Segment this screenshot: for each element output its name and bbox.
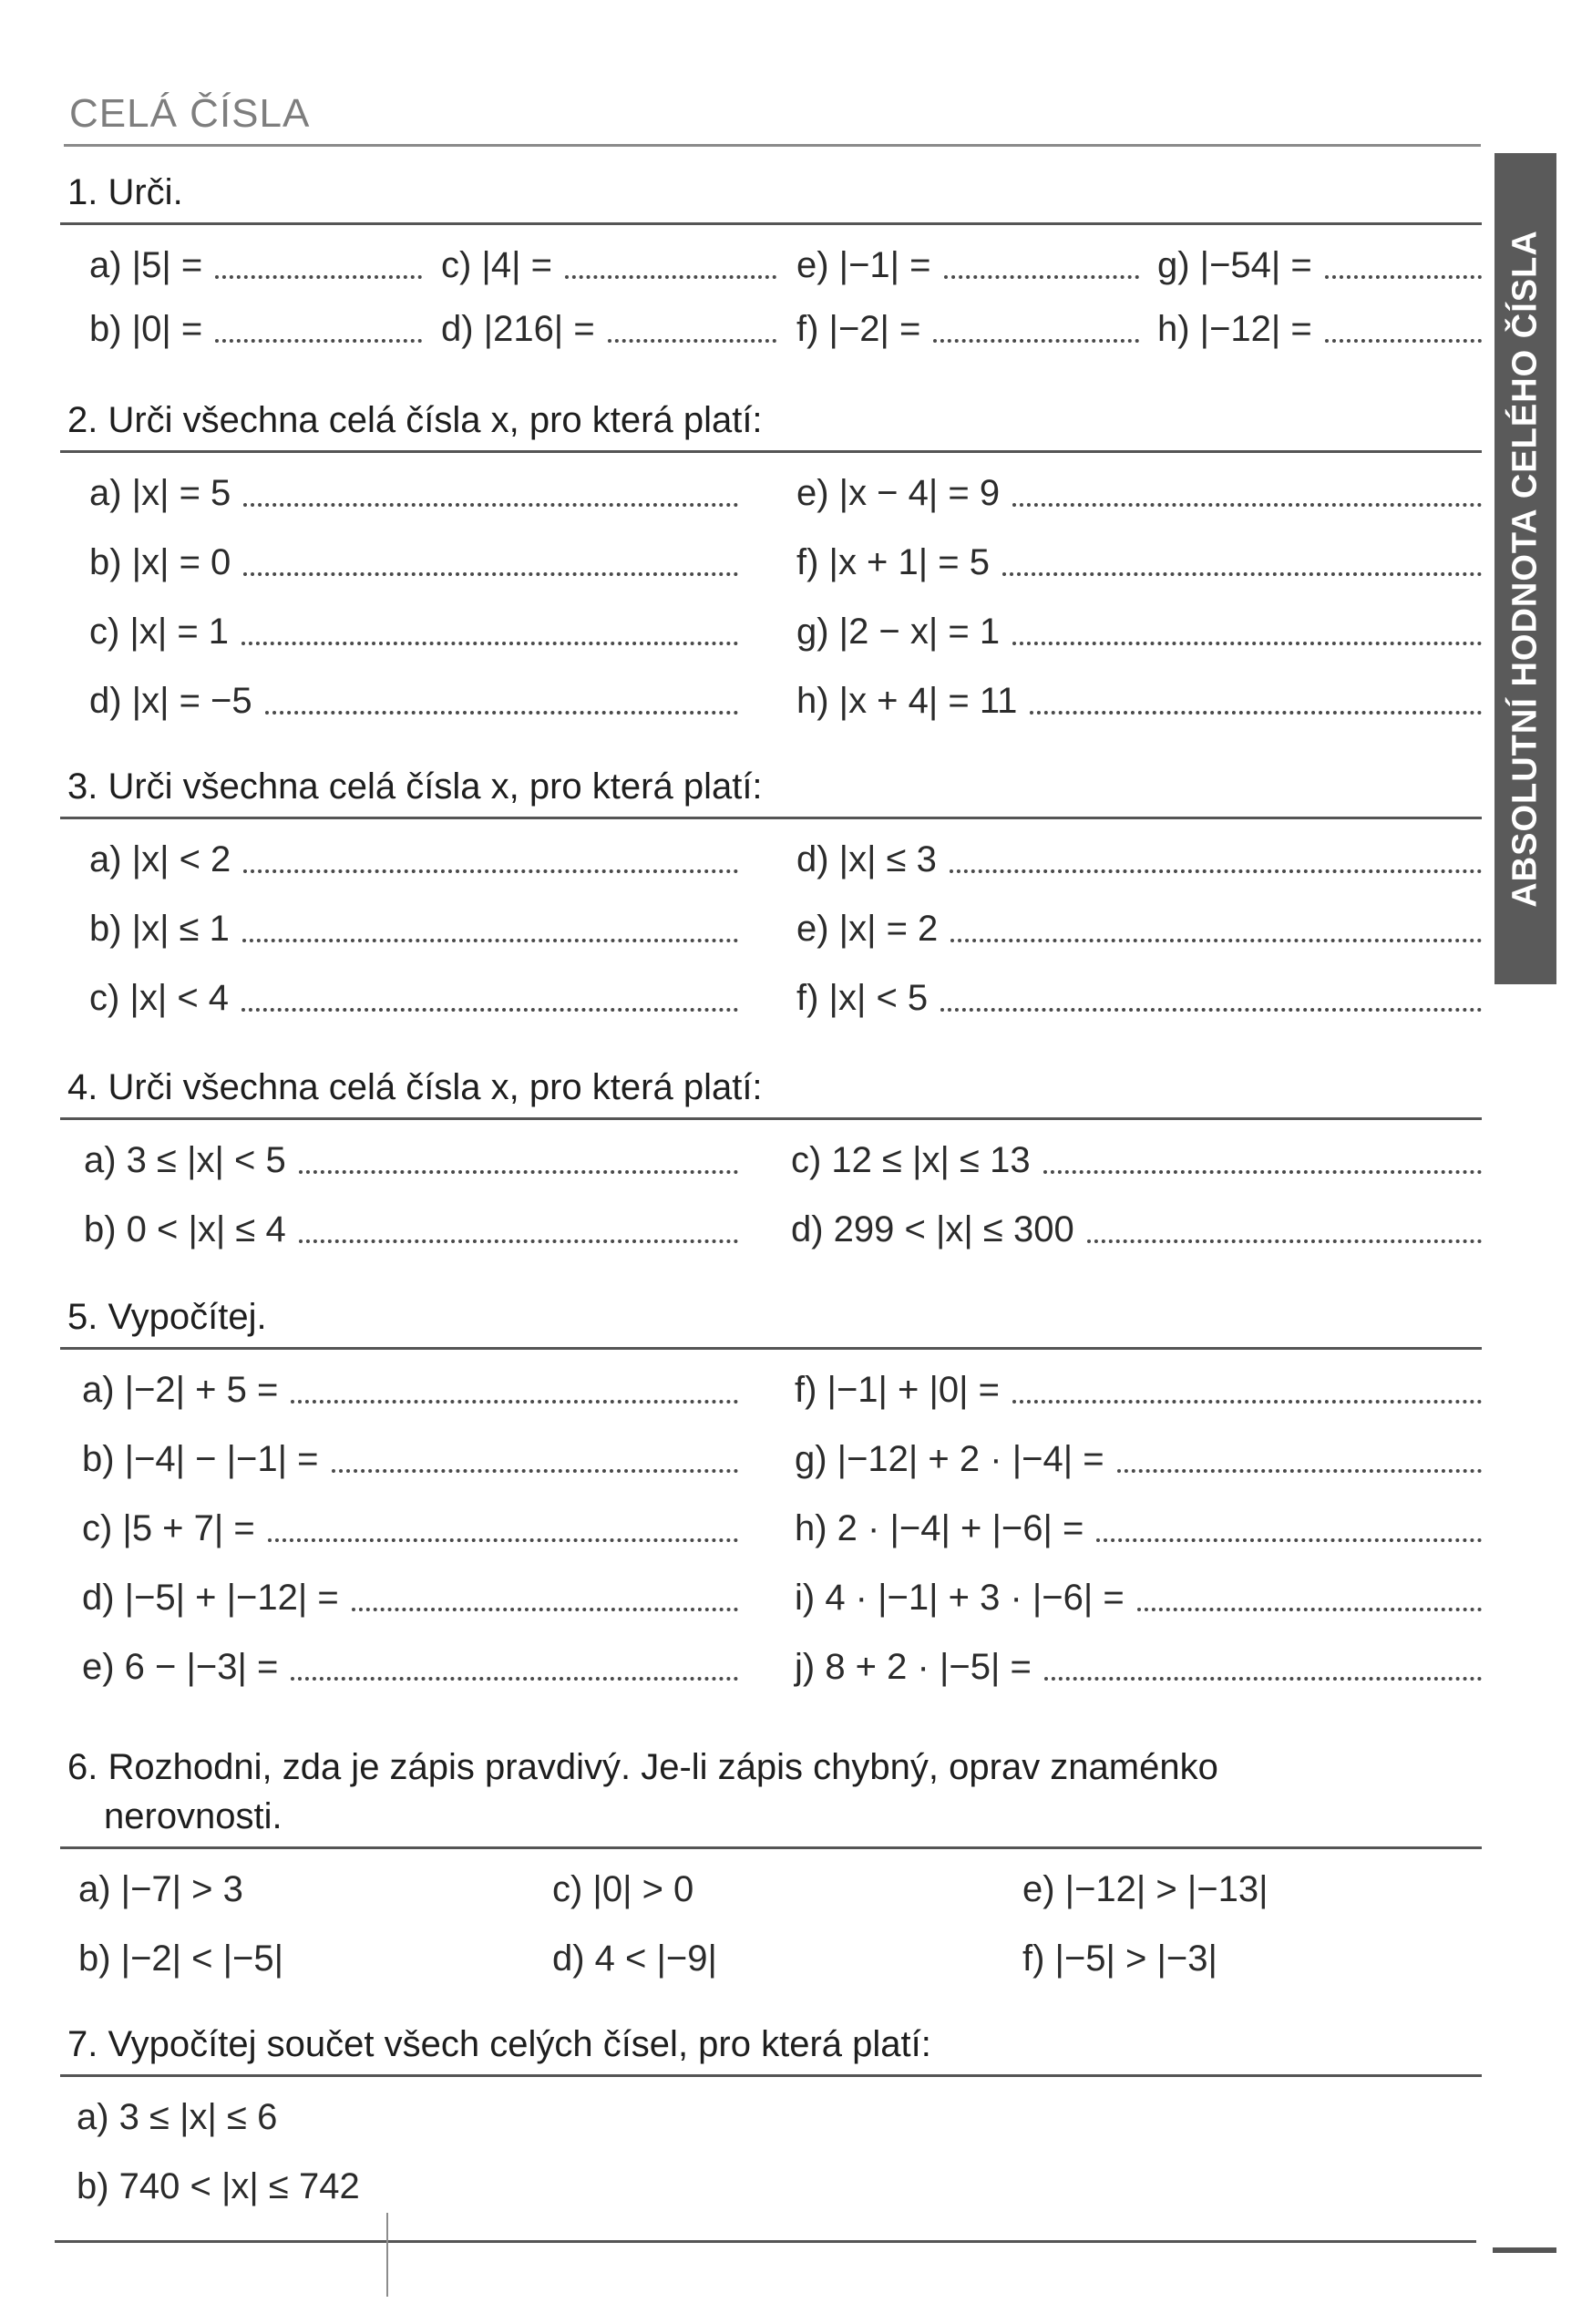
answer-blank[interactable] (215, 339, 422, 343)
answer-blank[interactable] (1012, 1400, 1482, 1404)
exercise-title: 3. Urči všechna celá čísla x, pro která platí: (67, 766, 763, 807)
exercise-row (60, 1427, 1482, 1491)
side-tab-label: ABSOLUTNÍ HODNOTA CELÉHO ČÍSLA (1505, 230, 1545, 908)
exercise-item: d) |−5| + |−12| = (82, 1566, 738, 1630)
exercise-title: 6. Rozhodni, zda je zápis pravdivý. Je-li zápis chybný, oprav znaménko (67, 1747, 1218, 1787)
answer-blank[interactable] (332, 1469, 738, 1473)
exercise-row (60, 1128, 1482, 1192)
exercise-row (60, 1496, 1482, 1560)
answer-blank[interactable] (291, 1677, 738, 1681)
exercise-item: c) 12 ≤ |x| ≤ 13 (791, 1128, 1482, 1192)
exercise-row (60, 530, 1482, 594)
exercise-item: f) |−5| > |−3| (1022, 1938, 1217, 1979)
answer-blank[interactable] (1096, 1538, 1482, 1542)
exercise-row (60, 2154, 1482, 2218)
answer-blank[interactable] (1002, 572, 1482, 576)
exercise-2 (60, 396, 1482, 721)
answer-blank[interactable] (291, 1400, 738, 1404)
exercise-item: c) |x| < 4 (89, 966, 738, 1030)
exercise-7 (60, 2020, 1482, 2206)
exercise-item: g) |−54| = (1157, 233, 1482, 297)
exercise-item: h) 2 · |−4| + |−6| = (795, 1496, 1482, 1560)
answer-blank[interactable] (352, 1608, 738, 1611)
exercise-item: f) |x + 1| = 5 (796, 530, 1482, 594)
exercise-row (60, 600, 1482, 663)
exercise-row (60, 897, 1482, 961)
exercise-row (60, 2085, 1482, 2149)
answer-blank[interactable] (1325, 339, 1482, 343)
answer-blank[interactable] (950, 869, 1482, 873)
exercise-title: 1. Urči. (67, 172, 183, 212)
exercise-rule (60, 1347, 1482, 1350)
exercise-row (60, 1566, 1482, 1630)
exercise-item: a) |−2| + 5 = (82, 1358, 738, 1422)
exercise-item: e) 6 − |−3| = (82, 1635, 738, 1699)
exercise-item: b) |−4| − |−1| = (82, 1427, 738, 1491)
exercise-item: j) 8 + 2 · |−5| = (795, 1635, 1482, 1699)
exercise-row (60, 966, 1482, 1030)
exercise-item: g) |2 − x| = 1 (796, 600, 1482, 663)
answer-blank[interactable] (1044, 1677, 1482, 1681)
answer-blank[interactable] (1012, 642, 1482, 645)
exercise-item: c) |0| > 0 (552, 1869, 694, 1909)
exercise-item: c) |x| = 1 (89, 600, 738, 663)
exercise-title-continued: nerovnosti. (104, 1796, 282, 1836)
answer-blank[interactable] (299, 1239, 738, 1243)
answer-blank[interactable] (1043, 1170, 1482, 1174)
exercise-rule (60, 2074, 1482, 2077)
exercise-item: e) |x| = 2 (796, 897, 1482, 961)
answer-blank[interactable] (242, 939, 738, 942)
answer-blank[interactable] (940, 1008, 1482, 1012)
exercise-row (60, 1857, 1482, 1921)
answer-blank[interactable] (215, 275, 422, 279)
answer-blank[interactable] (243, 572, 738, 576)
answer-blank[interactable] (1325, 275, 1482, 279)
exercise-rule (60, 1117, 1482, 1120)
exercise-row (60, 461, 1482, 525)
pencil-mark (386, 2213, 388, 2297)
answer-blank[interactable] (944, 275, 1139, 279)
exercise-item: f) |x| < 5 (796, 966, 1482, 1030)
answer-blank[interactable] (243, 869, 738, 873)
exercise-title: 4. Urči všechna celá čísla x, pro která platí: (67, 1067, 763, 1107)
answer-blank[interactable] (241, 642, 738, 645)
exercise-item: d) |x| ≤ 3 (796, 828, 1482, 891)
exercise-item: d) |216| = (441, 297, 776, 361)
answer-blank[interactable] (268, 1538, 738, 1542)
answer-blank[interactable] (950, 939, 1482, 942)
side-tab (1494, 153, 1556, 984)
exercise-rule (60, 450, 1482, 453)
exercise-row (60, 1358, 1482, 1422)
exercise-item: f) |−1| + |0| = (795, 1358, 1482, 1422)
answer-blank[interactable] (565, 275, 776, 279)
answer-blank[interactable] (1012, 503, 1482, 507)
answer-blank[interactable] (241, 1008, 738, 1012)
exercise-item: b) |x| ≤ 1 (89, 897, 738, 961)
answer-blank[interactable] (1117, 1469, 1482, 1473)
exercise-item: e) |−12| > |−13| (1022, 1869, 1268, 1909)
exercise-row (60, 669, 1482, 733)
exercise-item: b) 0 < |x| ≤ 4 (84, 1198, 738, 1261)
title-rule (64, 144, 1481, 147)
exercise-rule (60, 222, 1482, 225)
exercise-row (60, 1635, 1482, 1699)
bottom-tab-marker (1493, 2247, 1556, 2253)
answer-blank[interactable] (243, 503, 738, 507)
exercise-item: h) |−12| = (1157, 297, 1482, 361)
exercise-item: c) |4| = (441, 233, 776, 297)
exercise-item: a) |x| < 2 (89, 828, 738, 891)
exercise-4 (60, 1063, 1482, 1249)
exercise-item: b) |x| = 0 (89, 530, 738, 594)
exercise-item: d) 4 < |−9| (552, 1938, 717, 1979)
answer-blank[interactable] (299, 1170, 738, 1174)
answer-blank[interactable] (1087, 1239, 1482, 1243)
answer-blank[interactable] (933, 339, 1139, 343)
exercise-6 (60, 1743, 1482, 1979)
exercise-5 (60, 1292, 1482, 1687)
exercise-item: i) 4 · |−1| + 3 · |−6| = (795, 1566, 1482, 1630)
answer-blank[interactable] (1137, 1608, 1482, 1611)
exercise-item: b) |−2| < |−5| (78, 1938, 284, 1979)
exercise-item: h) |x + 4| = 11 (796, 669, 1482, 733)
answer-blank[interactable] (265, 711, 738, 715)
exercise-rule (60, 1846, 1482, 1849)
exercise-rule (60, 817, 1482, 819)
exercise-title: 7. Vypočítej součet všech celých čísel, pro která platí: (67, 2024, 931, 2064)
exercise-title: 2. Urči všechna celá čísla x, pro která platí: (67, 400, 763, 440)
exercise-item: a) 3 ≤ |x| < 5 (84, 1128, 738, 1192)
exercise-item: b) |0| = (89, 297, 422, 361)
exercise-item: b) 740 < |x| ≤ 742 (77, 2166, 360, 2206)
answer-blank[interactable] (1030, 711, 1482, 715)
exercise-item: g) |−12| + 2 · |−4| = (795, 1427, 1482, 1491)
page-title: CELÁ ČÍSLA (69, 91, 311, 136)
exercise-item: a) 3 ≤ |x| ≤ 6 (77, 2097, 278, 2137)
exercise-row (60, 1927, 1482, 1990)
exercise-item: c) |5 + 7| = (82, 1496, 738, 1560)
exercise-item: e) |x − 4| = 9 (796, 461, 1482, 525)
exercise-title: 5. Vypočítej. (67, 1297, 267, 1337)
exercise-row (60, 828, 1482, 891)
exercise-3 (60, 762, 1482, 1018)
exercise-item: d) 299 < |x| ≤ 300 (791, 1198, 1482, 1261)
exercise-row (60, 233, 1482, 297)
answer-blank[interactable] (608, 339, 776, 343)
exercise-item: e) |−1| = (796, 233, 1139, 297)
exercise-item: f) |−2| = (796, 297, 1139, 361)
exercise-1 (60, 168, 1482, 349)
exercise-row (60, 297, 1482, 361)
exercise-item: a) |5| = (89, 233, 422, 297)
exercise-row (60, 1198, 1482, 1261)
exercise-item: d) |x| = −5 (89, 669, 738, 733)
exercise-item: a) |−7| > 3 (78, 1869, 243, 1909)
bottom-rule (55, 2240, 1476, 2243)
exercise-item: a) |x| = 5 (89, 461, 738, 525)
